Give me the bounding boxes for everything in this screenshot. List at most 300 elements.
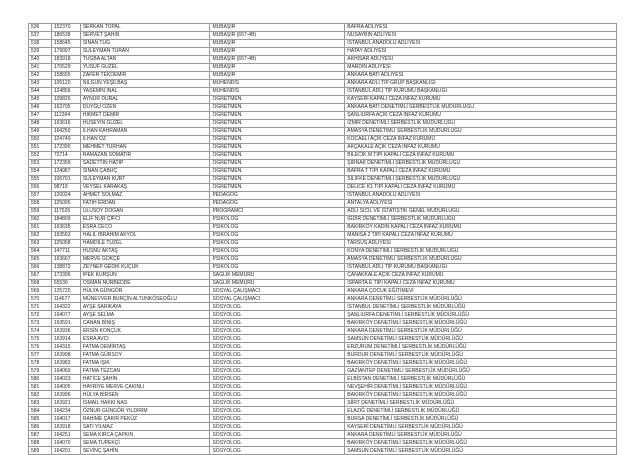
table-row	[29, 351, 617, 359]
job-title-cell: SOSYOLOG	[210, 407, 345, 415]
table-row	[29, 95, 617, 103]
person-name-cell: FATMA TEZCAN	[80, 367, 210, 375]
job-title-cell: PSİKOLOG	[210, 223, 345, 231]
row-number-cell: 552	[29, 151, 52, 159]
table-row	[29, 311, 617, 319]
table-row	[29, 271, 617, 279]
job-title-cell: MÜBAŞİR	[210, 47, 345, 55]
record-id-cell: 163983	[51, 359, 80, 367]
person-name-cell: SÜLEYMAN KURT	[80, 175, 210, 183]
row-number-cell: 569	[29, 287, 52, 295]
workplace-cell: ANKARA ÇOCUK EĞİTİMEVİ	[345, 287, 617, 295]
workplace-cell: KONYA DENETİMLİ SERBESTLİK MÜDÜRLÜĞÜ	[345, 247, 617, 255]
job-title-cell: ÖĞRETMEN	[210, 175, 345, 183]
job-title-cell: SOSYOLOG	[210, 335, 345, 343]
row-number-cell: 555	[29, 175, 52, 183]
record-id-cell: 163998	[51, 351, 80, 359]
row-number-cell: 547	[29, 111, 52, 119]
person-name-cell: ESRA CECO	[80, 223, 210, 231]
person-name-cell: SERKAN TOPAL	[80, 24, 210, 32]
person-name-cell: ZEYNEP GEDİK KÜÇÜK	[80, 263, 210, 271]
row-number-cell: 588	[29, 439, 52, 447]
row-number-cell: 585	[29, 415, 52, 423]
person-name-cell: FATMA IŞIK	[80, 359, 210, 367]
record-id-cell: 164234	[51, 407, 80, 415]
row-number-cell: 556	[29, 183, 52, 191]
table-row	[29, 415, 617, 423]
person-name-cell: SİNAN TUĞ	[80, 39, 210, 47]
person-name-cell: FATMA GÜRSOY	[80, 351, 210, 359]
workplace-cell: DELİCE K1 TİPİ KAPALI CEZA İNFAZ KURUMU	[345, 183, 617, 191]
table-row	[29, 207, 617, 215]
record-id-cell: 112364	[51, 111, 80, 119]
table-row	[29, 135, 617, 143]
record-id-cell: 158645	[51, 39, 80, 47]
workplace-cell: AKÇAKALE AÇIK CEZA İNFAZ KURUMU	[345, 143, 617, 151]
person-name-cell: FATMA DEMİRTAŞ	[80, 343, 210, 351]
job-title-cell: PSİKOLOG	[210, 231, 345, 239]
job-title-cell: SOSYOLOG	[210, 319, 345, 327]
row-number-cell: 578	[29, 359, 52, 367]
record-id-cell: 120024	[51, 191, 80, 199]
person-name-cell: MEHMET TURHAN	[80, 143, 210, 151]
record-id-cell: 124856	[51, 87, 80, 95]
workplace-cell: İSTANBUL DENETİMLİ SERBESTLİK MÜDÜRLÜĞÜ	[345, 303, 617, 311]
record-id-cell: 117526	[51, 207, 80, 215]
person-name-cell: SATI YILMAZ	[80, 423, 210, 431]
workplace-cell: ISPARTA E TİPİ KAPALI CEZA İNFAZ KURUMU	[345, 279, 617, 287]
job-title-cell: MÜBAŞİR	[210, 71, 345, 79]
row-number-cell: 543	[29, 79, 52, 87]
workplace-cell: MARDİN ADLİYESİ	[345, 63, 617, 71]
job-title-cell: ÖĞRETMEN	[210, 103, 345, 111]
table-row	[29, 191, 617, 199]
job-title-cell: SOSYOLOG	[210, 423, 345, 431]
job-title-cell: ÖĞRETMEN	[210, 127, 345, 135]
record-id-cell: 125058	[51, 239, 80, 247]
person-name-cell: AHMET SOLMAZ	[80, 191, 210, 199]
job-title-cell: SOSYAL ÇALIŞMACI	[210, 295, 345, 303]
person-name-cell: SİNAN ÇABUÇ	[80, 167, 210, 175]
row-number-cell: 548	[29, 119, 52, 127]
table-row	[29, 375, 617, 383]
workplace-cell: ADLİ SİCİL VE İSTATİSTİK GENEL MÜDÜRLÜĞÜ	[345, 207, 617, 215]
job-title-cell: PSİKOLOG	[210, 247, 345, 255]
job-title-cell: ÖĞRETMEN	[210, 143, 345, 151]
table-row	[29, 431, 617, 439]
row-number-cell: 580	[29, 375, 52, 383]
table-row	[29, 367, 617, 375]
row-number-cell: 573	[29, 319, 52, 327]
table-row	[29, 255, 617, 263]
person-name-cell: HAYRİYE MERVE ÇAKINLI	[80, 383, 210, 391]
person-name-cell: ÖZNUR GÜNGÖR YILDIRIM	[80, 407, 210, 415]
workplace-cell: TARSUS ADLİYESİ	[345, 239, 617, 247]
workplace-cell: ANKARA ADLİ TIP GRUP BAŞKANLIĞI	[345, 79, 617, 87]
table-row	[29, 399, 617, 407]
job-title-cell: PSİKOLOG	[210, 263, 345, 271]
record-id-cell: 152370	[51, 24, 80, 32]
workplace-cell: ERZURUM DENETİMLİ SERBESTLİK MÜDÜRLÜĞÜ	[345, 343, 617, 351]
job-title-cell: SOSYOLOG	[210, 367, 345, 375]
record-id-cell: 173396	[51, 271, 80, 279]
person-name-cell: TUĞBA ALTAN	[80, 55, 210, 63]
record-id-cell: 147711	[51, 247, 80, 255]
workplace-cell: ANKARA DENETİMLİ SERBESTLİK MÜDÜRLÜĞÜ	[345, 327, 617, 335]
row-number-cell: 544	[29, 87, 52, 95]
person-name-cell: MERVE GÖKÇE	[80, 255, 210, 263]
table-row	[29, 439, 617, 447]
table-row	[29, 287, 617, 295]
job-title-cell: SOSYOLOG	[210, 415, 345, 423]
person-name-cell: İPEK KURŞUN	[80, 271, 210, 279]
table-row	[29, 319, 617, 327]
record-id-cell: 164201	[51, 447, 80, 455]
table-row	[29, 71, 617, 79]
workplace-cell: AMASYA DENETİMLİ SERBESTLİK MÜDÜRLÜĞÜ	[345, 255, 617, 263]
person-name-cell: HALİL İBRAHİM AKYOL	[80, 231, 210, 239]
workplace-cell: KOCAELİ AÇIK CEZA İNFAZ KURUMU	[345, 135, 617, 143]
row-number-cell: 566	[29, 263, 52, 271]
workplace-cell: ELBİSTAN DENETİMLİ SERBESTLİK MÜDÜRLÜĞÜ	[345, 375, 617, 383]
record-id-cell: 125095	[51, 199, 80, 207]
table-row	[29, 303, 617, 311]
job-title-cell: SOSYOLOG	[210, 343, 345, 351]
job-title-cell: MÜHENDİS	[210, 87, 345, 95]
workplace-cell: İZMİR DENETİMLİ SERBESTLİK MÜDÜRLÜĞÜ	[345, 119, 617, 127]
table-row	[29, 79, 617, 87]
person-name-cell: ZAFER TEKDEMİR	[80, 71, 210, 79]
person-name-cell: İLHAN ÖZ	[80, 135, 210, 143]
person-name-cell: HATİCE ŞAHİN	[80, 375, 210, 383]
job-title-cell: SOSYOLOG	[210, 447, 345, 455]
row-number-cell: 560	[29, 215, 52, 223]
person-name-cell: FATİH ERDAN	[80, 199, 210, 207]
person-name-cell: ERSİN KONÇUK	[80, 327, 210, 335]
record-id-cell: 163914	[51, 335, 80, 343]
person-name-cell: AYŞE SARIKAYA	[80, 303, 210, 311]
table-row	[29, 447, 617, 455]
workplace-cell: AKHİSAR ADLİYESİ	[345, 55, 617, 63]
table-row	[29, 247, 617, 255]
table-row	[29, 63, 617, 71]
workplace-cell: BAKIRKÖY DENETİMLİ SERBESTLİK MÜDÜRLÜĞÜ	[345, 359, 617, 367]
table-row	[29, 87, 617, 95]
person-name-cell: HÜLYA GÜNGÖR	[80, 287, 210, 295]
person-name-cell: HÜSNÜ AKTAŞ	[80, 247, 210, 255]
person-name-cell: HÜSEYİN GÜZEL	[80, 119, 210, 127]
row-number-cell: 587	[29, 431, 52, 439]
person-name-cell: HÜLYA BİRSEN	[80, 391, 210, 399]
table-row	[29, 175, 617, 183]
workplace-cell: ŞIRNAK DENETİMLİ SERBESTLİK MÜDÜRLÜĞÜ	[345, 159, 617, 167]
row-number-cell: 550	[29, 135, 52, 143]
table-row	[29, 383, 617, 391]
workplace-cell: HATAY ADLİYESİ	[345, 47, 617, 55]
workplace-cell: İSTANBUL ANADOLU ADLİYESİ	[345, 39, 617, 47]
job-title-cell: SOSYOLOG	[210, 391, 345, 399]
person-name-cell: RAMAZAN SOMATİR	[80, 151, 210, 159]
row-number-cell: 557	[29, 191, 52, 199]
workplace-cell: İSTANBUL ADLİ TIP KURUMU BAŞKANLIĞI	[345, 87, 617, 95]
record-id-cell: 164069	[51, 367, 80, 375]
job-title-cell: ÖĞRETMEN	[210, 183, 345, 191]
record-id-cell: 164250	[51, 127, 80, 135]
person-name-cell: NİLGÜN YEŞİLBAŞ	[80, 79, 210, 87]
record-id-cell: 164251	[51, 431, 80, 439]
workplace-cell: İSTANBUL ANADOLU ADLİYESİ	[345, 191, 617, 199]
table-row	[29, 231, 617, 239]
record-id-cell: 163616	[51, 119, 80, 127]
record-id-cell: 164005	[51, 383, 80, 391]
row-number-cell: 546	[29, 103, 52, 111]
table-row	[29, 391, 617, 399]
workplace-cell: NEVŞEHİR DENETİMLİ SERBESTLİK MÜDÜRLÜĞÜ	[345, 383, 617, 391]
record-id-cell: 172359	[51, 159, 80, 167]
workplace-cell: BAKIRKÖY DENETİMLİ SERBESTLİK MÜDÜRLÜĞÜ	[345, 319, 617, 327]
job-title-cell: PROGRAMCI	[210, 207, 345, 215]
record-id-cell: 163563	[51, 231, 80, 239]
workplace-cell: BURDUR DENETİMLİ SERBESTLİK MÜDÜRLÜĞÜ	[345, 351, 617, 359]
person-name-cell: CANAN BİNİŞ	[80, 319, 210, 327]
record-id-cell: 163996	[51, 391, 80, 399]
job-title-cell: SAĞLIK MEMURU	[210, 271, 345, 279]
job-title-cell: ÖĞRETMEN	[210, 135, 345, 143]
person-name-cell: SÜLEYMAN TURAN	[80, 47, 210, 55]
job-title-cell: SOSYOLOG	[210, 303, 345, 311]
table-row	[29, 239, 617, 247]
workplace-cell: IĞDIR DENETİMLİ SERBESTLİK MÜDÜRLÜĞÜ	[345, 215, 617, 223]
row-number-cell: 553	[29, 159, 52, 167]
person-name-cell: İSMAİL HAKKI NAS	[80, 399, 210, 407]
record-id-cell: 170529	[51, 63, 80, 71]
row-number-cell: 558	[29, 199, 52, 207]
record-id-cell: 183918	[51, 55, 80, 63]
workplace-cell: GAZİANTEP DENETİMLİ SERBESTLİK MÜDÜRLÜĞÜ	[345, 367, 617, 375]
table-row	[29, 127, 617, 135]
job-title-cell: ÖĞRETMEN	[210, 151, 345, 159]
workplace-cell: AMASYA DENETİMLİ SERBESTLİK MÜDÜRLÜĞÜ	[345, 127, 617, 135]
person-name-cell: SEVİNÇ ŞAHİN	[80, 447, 210, 455]
job-title-cell: SOSYOLOG	[210, 439, 345, 447]
record-id-cell: 163635	[51, 223, 80, 231]
workplace-cell: BAKIRKÖY DENETİMLİ SERBESTLİK MÜDÜRLÜĞÜ	[345, 391, 617, 399]
job-title-cell: SOSYOLOG	[210, 311, 345, 319]
row-number-cell: 538	[29, 39, 52, 47]
row-number-cell: 575	[29, 335, 52, 343]
record-id-cell: 186538	[51, 31, 80, 39]
record-id-cell: 163936	[51, 327, 80, 335]
job-title-cell: MÜBAŞİR	[210, 39, 345, 47]
row-number-cell: 570	[29, 295, 52, 303]
row-number-cell: 579	[29, 367, 52, 375]
row-number-cell: 584	[29, 407, 52, 415]
record-id-cell: 164077	[51, 311, 80, 319]
row-number-cell: 554	[29, 167, 52, 175]
record-id-cell: 114677	[51, 295, 80, 303]
table-row	[29, 335, 617, 343]
row-number-cell: 572	[29, 311, 52, 319]
table-row	[29, 143, 617, 151]
job-title-cell: ÖĞRETMEN	[210, 95, 345, 103]
workplace-cell: SAMSUN DENETİMLİ SERBESTLİK MÜDÜRLÜĞÜ	[345, 335, 617, 343]
person-name-cell: VEYSEL KARAKAŞ	[80, 183, 210, 191]
table-row	[29, 24, 617, 32]
person-name-cell: HİKMET DEMİR	[80, 111, 210, 119]
job-title-cell: MÜBAŞİR	[210, 24, 345, 32]
job-title-cell: SOSYAL ÇALIŞMACI	[210, 287, 345, 295]
table-row	[29, 223, 617, 231]
job-title-cell: MÜHENDİS	[210, 79, 345, 87]
person-name-cell: İLHAN KAHRAMAN	[80, 127, 210, 135]
job-title-cell: SAĞLIK MEMURU	[210, 279, 345, 287]
job-title-cell: MÜBAŞİR (657-4B)	[210, 55, 345, 63]
row-number-cell: 571	[29, 303, 52, 311]
person-name-cell: MÜNEVVER BURÇİN ALTUNKÖSEOĞLU	[80, 295, 210, 303]
job-title-cell: SOSYOLOG	[210, 359, 345, 367]
record-id-cell: 98719	[51, 183, 80, 191]
workplace-cell: ANKARA DENETİMLİ SERBESTLİK MÜDÜRLÜĞÜ	[345, 295, 617, 303]
job-title-cell: ÖĞRETMEN	[210, 111, 345, 119]
record-id-cell: 164315	[51, 343, 80, 351]
person-name-cell: ESRA AVCI	[80, 335, 210, 343]
row-number-cell: 545	[29, 95, 52, 103]
workplace-cell: ANKARA DENETİMLİ SERBESTLİK MÜDÜRLÜĞÜ	[345, 431, 617, 439]
workplace-cell: ANKARA BATI ADLİYESİ	[345, 71, 617, 79]
person-name-cell: YUSUF GÜZEL	[80, 63, 210, 71]
row-number-cell: 563	[29, 239, 52, 247]
row-number-cell: 564	[29, 247, 52, 255]
workplace-cell: SİLİFKE DENETİMLİ SERBESTLİK MÜDÜRLÜĞÜ	[345, 175, 617, 183]
record-id-cell: 124987	[51, 167, 80, 175]
row-number-cell: 574	[29, 327, 52, 335]
row-number-cell: 549	[29, 127, 52, 135]
row-number-cell: 561	[29, 223, 52, 231]
workplace-cell: SAMSUN DENETİMLİ SERBESTLİK MÜDÜRLÜĞÜ	[345, 447, 617, 455]
table-row	[29, 295, 617, 303]
workplace-cell: BURSA DENETİMLİ SERBESTLİK MÜDÜRLÜĞÜ	[345, 415, 617, 423]
table-body	[29, 24, 617, 455]
record-id-cell: 109826	[51, 95, 80, 103]
table-row	[29, 343, 617, 351]
row-number-cell: 551	[29, 143, 52, 151]
person-name-cell: AYŞE SELMA	[80, 311, 210, 319]
record-id-cell: 163705	[51, 103, 80, 111]
record-id-cell: 106701	[51, 175, 80, 183]
row-number-cell: 583	[29, 399, 52, 407]
job-title-cell: PEDAGOG	[210, 191, 345, 199]
person-name-cell: SEMA TUPEKÇİ	[80, 439, 210, 447]
table-row	[29, 39, 617, 47]
job-title-cell: PSİKOLOG	[210, 239, 345, 247]
row-number-cell: 581	[29, 383, 52, 391]
row-number-cell: 540	[29, 55, 52, 63]
job-title-cell: SOSYOLOG	[210, 351, 345, 359]
job-title-cell: ÖĞRETMEN	[210, 167, 345, 175]
workplace-cell: BAKIRKÖY DENETİMLİ SERBESTLİK MÜDÜRLÜĞÜ	[345, 439, 617, 447]
record-id-cell: 163667	[51, 255, 80, 263]
person-name-cell: YASEMİN İNAL	[80, 87, 210, 95]
personnel-table	[28, 23, 617, 455]
person-name-cell: SEMA KIRCA ÇAPKIN	[80, 431, 210, 439]
workplace-cell: ANKARA BATI DENETİMLİ SERBESTLİK MÜDÜRLÜĞÜ	[345, 103, 617, 111]
person-name-cell: SADETTİN HATİP	[80, 159, 210, 167]
table-row	[29, 407, 617, 415]
row-number-cell: 562	[29, 231, 52, 239]
row-number-cell: 586	[29, 423, 52, 431]
record-id-cell: 164322	[51, 303, 80, 311]
person-name-cell: OSMAN NURBEDDE	[80, 279, 210, 287]
record-id-cell: 105120	[51, 79, 80, 87]
workplace-cell: SİİRT DENETİMLİ SERBESTLİK MÜDÜRLÜĞÜ	[345, 399, 617, 407]
workplace-cell: ŞANLIURFA AÇIK CEZA İNFAZ KURUMU	[345, 111, 617, 119]
job-title-cell: SOSYOLOG	[210, 375, 345, 383]
table-row	[29, 359, 617, 367]
record-id-cell: 184809	[51, 215, 80, 223]
job-title-cell: PSİKOLOG	[210, 215, 345, 223]
row-number-cell: 577	[29, 351, 52, 359]
table-row	[29, 151, 617, 159]
workplace-cell: KAYSERİ DENETİMLİ SERBESTLİK MÜDÜRLÜĞÜ	[345, 423, 617, 431]
workplace-cell: MANİSA 2 TİPİ KAPALI CEZA İNFAZ KURUMU	[345, 231, 617, 239]
job-title-cell: ÖĞRETMEN	[210, 119, 345, 127]
record-id-cell: 124749	[51, 135, 80, 143]
workplace-cell: NUSAYBİN ADLİYESİ	[345, 31, 617, 39]
row-number-cell: 576	[29, 343, 52, 351]
table-row	[29, 111, 617, 119]
row-number-cell: 539	[29, 47, 52, 55]
record-id-cell: 72714	[51, 151, 80, 159]
job-title-cell: PEDAGOG	[210, 199, 345, 207]
record-id-cell: 163918	[51, 423, 80, 431]
person-name-cell: ELİF NUR ÇİFCİ	[80, 215, 210, 223]
row-number-cell: 567	[29, 271, 52, 279]
row-number-cell: 541	[29, 63, 52, 71]
record-id-cell: 125720	[51, 287, 80, 295]
workplace-cell: ANTALYA ADLİYESİ	[345, 199, 617, 207]
table-row	[29, 327, 617, 335]
workplace-cell: BAFRA ADLİYESİ	[345, 24, 617, 32]
table-row	[29, 279, 617, 287]
job-title-cell: MÜBAŞİR	[210, 63, 345, 71]
table-row	[29, 159, 617, 167]
workplace-cell: BAFRA T TİPİ KAPALI CEZA İNFAZ KURUMU	[345, 167, 617, 175]
table-row	[29, 423, 617, 431]
workplace-cell: ELAZIĞ DENETİMLİ SERBESTLİK MÜDÜRLÜĞÜ	[345, 407, 617, 415]
row-number-cell: 559	[29, 207, 52, 215]
record-id-cell: 163591	[51, 319, 80, 327]
job-title-cell: SOSYOLOG	[210, 399, 345, 407]
record-id-cell: 164017	[51, 415, 80, 423]
table-row	[29, 263, 617, 271]
table-row	[29, 119, 617, 127]
workplace-cell: İSTANBUL ADLİ TIP KURUMU BAŞKANLIĞI	[345, 263, 617, 271]
workplace-cell: ÇANAKKALE AÇIK CEZA İNFAZ KURUMU	[345, 271, 617, 279]
person-name-cell: AYNUR DURAL	[80, 95, 210, 103]
row-number-cell: 537	[29, 31, 52, 39]
table-row	[29, 183, 617, 191]
job-title-cell: SOSYOLOG	[210, 327, 345, 335]
table-row	[29, 31, 617, 39]
record-id-cell: 164023	[51, 375, 80, 383]
workplace-cell: BAKIRKÖY KADIN KAPALI CEZA İNFAZ KURUMU	[345, 223, 617, 231]
table-row	[29, 55, 617, 63]
person-name-cell: ULUSOY DOĞAN	[80, 207, 210, 215]
workplace-cell: BİLECİK M TİPİ KAPALI CEZA İNFAZ KURUMU	[345, 151, 617, 159]
row-number-cell: 589	[29, 447, 52, 455]
table-row	[29, 103, 617, 111]
job-title-cell: PSİKOLOG	[210, 255, 345, 263]
